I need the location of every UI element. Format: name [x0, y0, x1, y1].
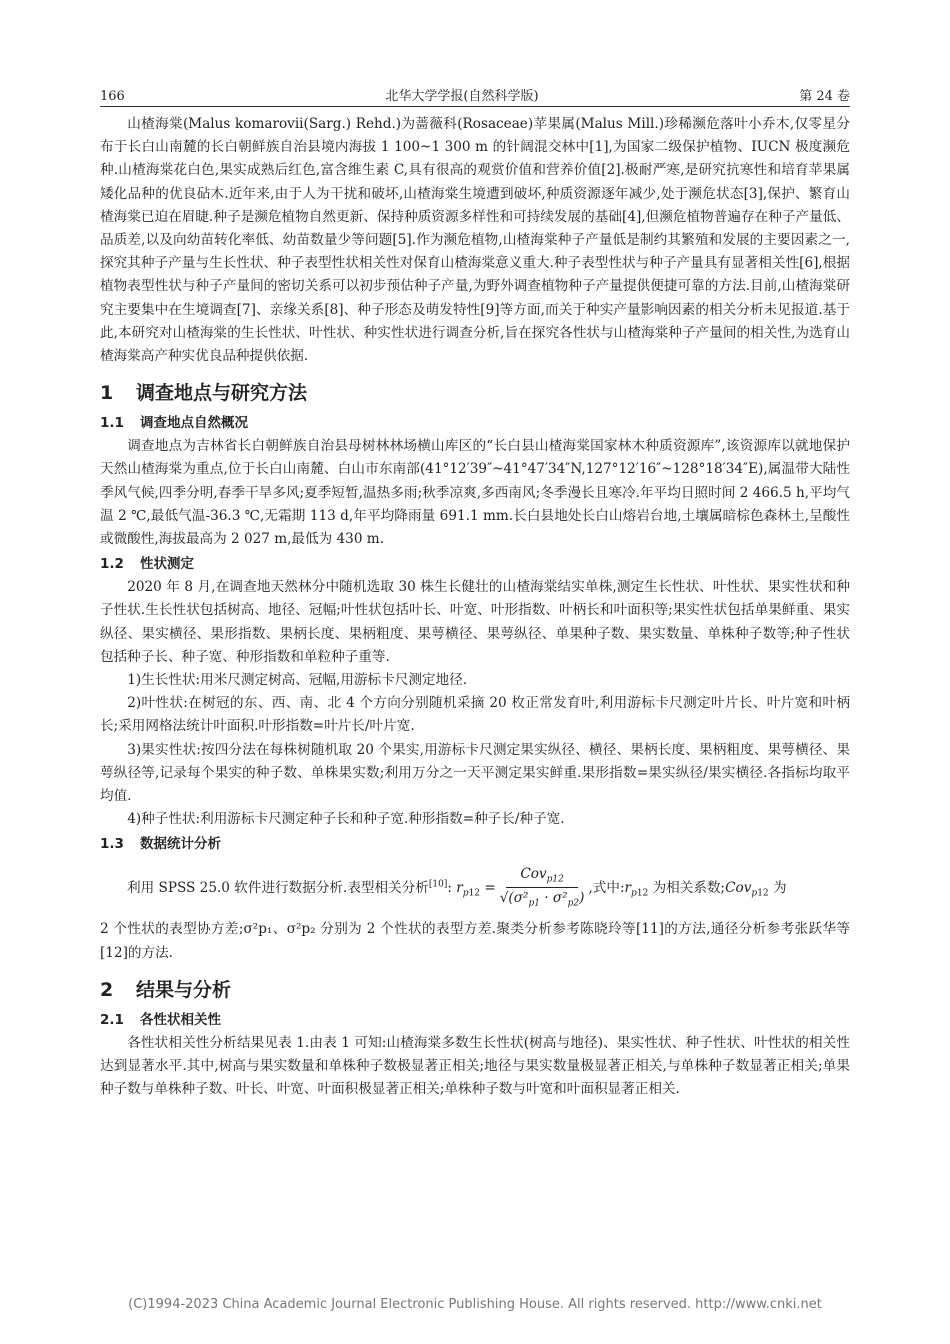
running-header	[100, 84, 850, 107]
section-1-3-text: 2 个性状的表型协方差;σ²p₁、σ²p₂ 分别为 2 个性状的表型方差.聚类分析参考陈晓玲等[11]的方法,通径分析参考张跃华等[12]的方法.	[100, 921, 850, 961]
section-2-1-heading: 2.1 各性状相关性	[100, 1011, 221, 1028]
section-1-1-heading: 1.1 调查地点自然概况	[100, 415, 248, 432]
trait-item-seed: 4)种子性状:利用游标卡尺测定种子长和种子宽.种形指数=种子长/种子宽.	[127, 811, 565, 828]
volume-label: 第 24 卷	[799, 89, 850, 104]
correlation-formula: 利用 SPSS 25.0 软件进行数据分析.表型相关分析[10]: $r_{p12}$ = $\frac{Cov_{p12}}{√(\sigma^2_{p1} \cdot \sigma^2_{p2})}$ ,式中$:r_{p12}$ 为相关系数;Cov$_{p12}$ 为	[100, 856, 850, 918]
section-2-1-text: 各性状相关性分析结果见表 1.由表 1 可知:山楂海棠多数生长性状(树高与地径)、果实性状、种子性状、叶性状的相关性达到显著水平.其中,树高与果实数量和单株种子数极显著正相关;地径与果实数量极显著正相关,与单株种子数显著正相关;单果种子数与单株种子数、叶长、叶宽、叶面积极显著正相关;单株种子数与叶宽和叶面积显著正相关.	[100, 1034, 850, 1098]
intro-paragraph: 山楂海棠(Malus komarovii(Sarg.) Rehd.)为蔷薇科(Rosaceae)苹果属(Malus Mill.)珍稀濒危落叶小乔木,仅零星分布于长白山南麓的长白朝鲜族自治县境内海拔 1 100~1 300 m 的针阔混交林中[1],为国家二级保护植物、IUCN 极度濒危种.山楂海棠花白色,果实成熟后红色,富含维生素 C,具有很高的观赏价值和营养价值[2].极耐严寒,是研究抗寒性和培育苹果属矮化品种的优良砧木.近年来,由于人为干扰和破坏,山楂海棠生境遭到破坏,种质资源逐年减少,处于濒危状态[3],保护、繁育山楂海棠已迫在眉睫.种子是濒危植物自然更新、保持种质资源多样性和可持续发展的基础[4],但濒危植物普遍存在种子产量低、品质差,以及向幼苗转化率低、幼苗数量少等问题[5].作为濒危植物,山楂海棠种子产量低是制约其繁殖和发展的主要因素之一,探究其种子产量与生长性状、种子表型性状相关性对保育山楂海棠意义重大.种子表型性状与种子产量具有显著相关性[6],根据植物表型性状与种子产量间的密切关系可以初步预估种子产量,为野外调查植物种子产量提供便捷可靠的方法.目前,山楂海棠研究主要集中在生境调查[7]、亲缘关系[8]、种子形态及萌发特性[9]等方面,而关于种实产量影响因素的相关分析未见报道.基于此,本研究对山楂海棠的生长性状、叶性状、种实性状进行调查分析,旨在探究各性状与山楂海棠种子产量间的相关性,为选育山楂海棠高产种实优良品种提供依据.	[100, 116, 850, 365]
section-1-1-text: 调查地点为吉林省长白朝鲜族自治县母树林林场横山库区的“长白县山楂海棠国家林木种质资源库”,该资源库以就地保护天然山楂海棠为重点,位于长白山南麓、白山市东南部(41°12′39″~41°47′34″N,127°12′16″~128°18′34″E),属温带大陆性季风气候,四季分明,春季干旱多风;夏季短暂,温热多雨;秋季凉爽,多西南风;冬季漫长且寒冷.年平均日照时间 2 466.5 h,平均气温 2 ℃,最低气温-36.3 ℃,无霜期 113 d,年平均降雨量 691.1 mm.长白县地处长白山熔岩台地,土壤属暗棕色森林土,呈酸性或微酸性,海拔最高为 2 027 m,最低为 430 m.	[100, 438, 850, 548]
copyright-footer: (C)1994-2023 China Academic Journal Electronic Publishing House. All rights reserved. http://www.cnki.net	[128, 1297, 822, 1312]
page-number: 166	[100, 89, 125, 104]
formula-fraction: $\frac{Cov_{p12}}{√(\sigma^2_{p1} \cdot \sigma^2_{p2})}$	[499, 866, 585, 909]
section-1-2-text: 2020 年 8 月,在调查地天然林分中随机选取 30 株生长健壮的山楂海棠结实单株,测定生长性状、叶性状、果实性状和种子性状.生长性状包括树高、地径、冠幅;叶性状包括叶长、叶宽、叶形指数、叶柄长和叶面积等;果实性状包括单果鲜重、果实纵径、果实横径、果形指数、果柄长度、果柄粗度、果萼横径、果萼纵径、单果种子数、果实数量、单株种子数等;种子性状包括种子长、种子宽、种形指数和单粒种子重等.	[100, 579, 850, 665]
journal-title: 北华大学学报(自然科学版)	[385, 89, 539, 104]
section-1-2-heading: 1.2 性状测定	[100, 556, 194, 573]
section-1-heading: 1 调查地点与研究方法	[100, 382, 308, 405]
section-1-3-heading: 1.3 数据统计分析	[100, 836, 221, 853]
trait-item-fruit: 3)果实性状:按四分法在每株树随机取 20 个果实,用游标卡尺测定果实纵径、横径、果柄长度、果柄粗度、果萼横径、果萼纵径等,记录每个果实的种子数、单株果实数;利用万分之一天平测定果实鲜重.果形指数=果实纵径/果实横径.各指标均取平均值.	[100, 741, 850, 805]
trait-item-growth: 1)生长性状:用米尺测定树高、冠幅,用游标卡尺测定地径.	[127, 672, 468, 689]
trait-item-leaf: 2)叶性状:在树冠的东、西、南、北 4 个方向分别随机采摘 20 枚正常发育叶,利用游标卡尺测定叶片长、叶片宽和叶柄长;采用网格法统计叶面积.叶形指数=叶片长/叶片宽.	[100, 695, 850, 735]
section-2-heading: 2 结果与分析	[100, 978, 232, 1001]
formula-intro: 利用 SPSS 25.0 软件进行数据分析.表型相关分析[10]: $r_{p12}$ =	[127, 879, 496, 899]
paper-page	[100, 84, 850, 1102]
